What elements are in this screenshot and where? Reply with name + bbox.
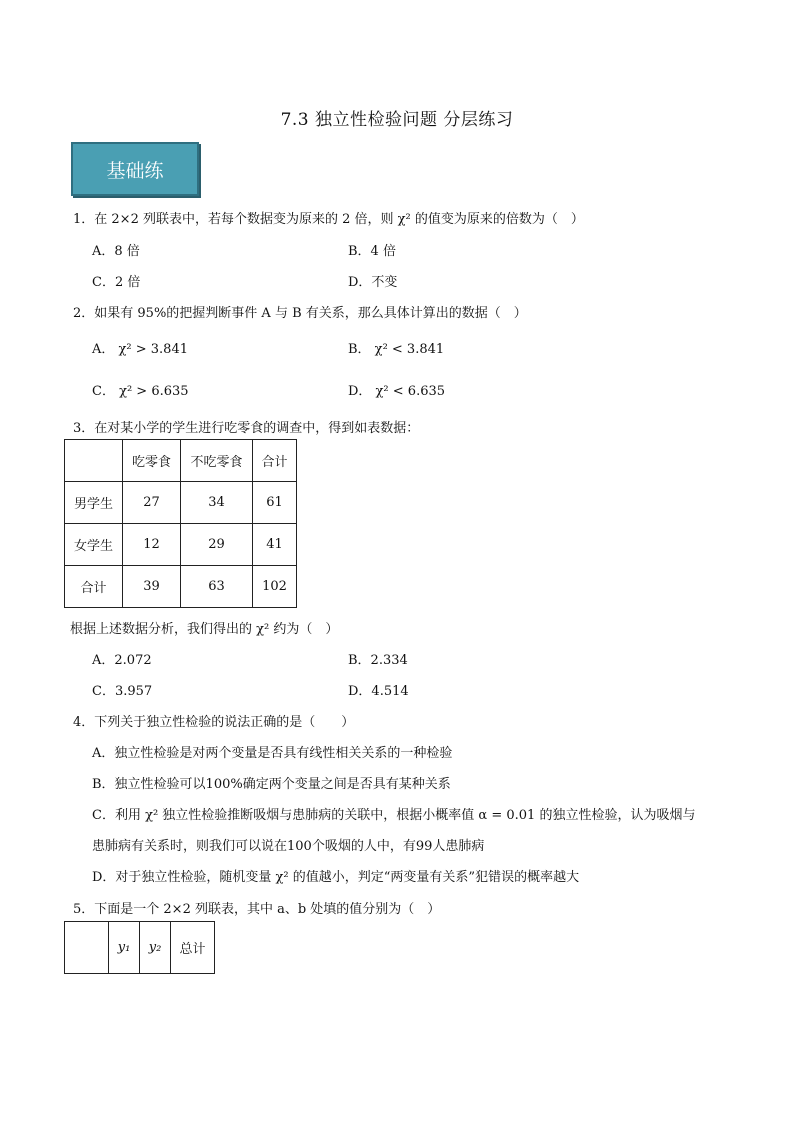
question-1-option-a: A．8 倍	[92, 244, 140, 259]
table-header-row	[65, 922, 215, 974]
table-header-cell	[65, 922, 109, 974]
question-5-stem: 5．下面是一个 2×2 列联表，其中 a、b 处填的值分别为（ ）	[73, 902, 441, 917]
table-cell: 27	[123, 482, 181, 524]
table-cell: 合计	[65, 566, 123, 608]
table-header-cell: 吃零食	[123, 440, 181, 482]
question-1-stem: 1．在 2×2 列联表中，若每个数据变为原来的 2 倍，则 χ² 的值变为原来的倍数为（ ）	[73, 212, 584, 227]
page-title: 7.3 独立性检验问题 分层练习	[280, 110, 514, 130]
question-4-option-c-line2: 患肺病有关系时，则我们可以说在100个吸烟的人中，有99人患肺病	[92, 839, 485, 854]
question-3-option-c: C．3.957	[92, 684, 153, 699]
question-4-stem: 4．下列关于独立性检验的说法正确的是（ ）	[73, 715, 355, 730]
question-4-option-a: A．独立性检验是对两个变量是否具有线性相关关系的一种检验	[92, 746, 453, 761]
table-cell: 男学生	[65, 482, 123, 524]
table-cell: 34	[181, 482, 253, 524]
question-1-option-b: B．4 倍	[348, 244, 396, 259]
question-3-stem: 3．在对某小学的学生进行吃零食的调查中，得到如表数据：	[73, 421, 420, 436]
table-cell: 102	[253, 566, 297, 608]
table-cell: 39	[123, 566, 181, 608]
table-row	[65, 524, 297, 566]
question-3-option-b: B．2.334	[348, 653, 408, 668]
table-row	[65, 482, 297, 524]
table-row	[65, 566, 297, 608]
table-cell: 12	[123, 524, 181, 566]
question-3-option-d: D．4.514	[348, 684, 409, 699]
question-1-option-d: D．不变	[348, 275, 398, 290]
question-3-option-a: A．2.072	[92, 653, 152, 668]
question-2-option-c: C． χ² > 6.635	[92, 384, 189, 399]
question-4-option-d: D．对于独立性检验，随机变量 χ² 的值越小，判定“两变量有关系”犯错误的概率越大	[92, 870, 580, 885]
table-header-cell	[65, 440, 123, 482]
table-cell: 61	[253, 482, 297, 524]
contingency-table	[64, 921, 215, 974]
table-header-cell: y₂	[140, 922, 171, 974]
table-header-cell: 不吃零食	[181, 440, 253, 482]
question-4-option-b: B．独立性检验可以100%确定两个变量之间是否具有某种关系	[92, 777, 451, 792]
table-header-cell: 合计	[253, 440, 297, 482]
table-cell: 41	[253, 524, 297, 566]
table-cell: 女学生	[65, 524, 123, 566]
table-cell: 29	[181, 524, 253, 566]
question-3-followup: 根据上述数据分析，我们得出的 χ² 约为（ ）	[70, 622, 339, 637]
snack-survey-table	[64, 439, 297, 608]
question-1-option-c: C．2 倍	[92, 275, 141, 290]
table-header-row	[65, 440, 297, 482]
table-header-cell: 总计	[171, 922, 215, 974]
table-cell: 63	[181, 566, 253, 608]
section-badge: 基础练	[71, 142, 199, 196]
question-2-option-d: D． χ² < 6.635	[348, 384, 446, 399]
question-2-option-a: A． χ² > 3.841	[92, 342, 188, 357]
question-4-option-c-line1: C．利用 χ² 独立性检验推断吸烟与患肺病的关联中，根据小概率值 α = 0.01 的独立性检验，认为吸烟与	[92, 808, 696, 823]
question-2-stem: 2．如果有 95%的把握判断事件 A 与 B 有关系，那么具体计算出的数据（ ）	[73, 306, 527, 321]
question-2-option-b: B． χ² < 3.841	[348, 342, 445, 357]
table-header-cell: y₁	[109, 922, 140, 974]
